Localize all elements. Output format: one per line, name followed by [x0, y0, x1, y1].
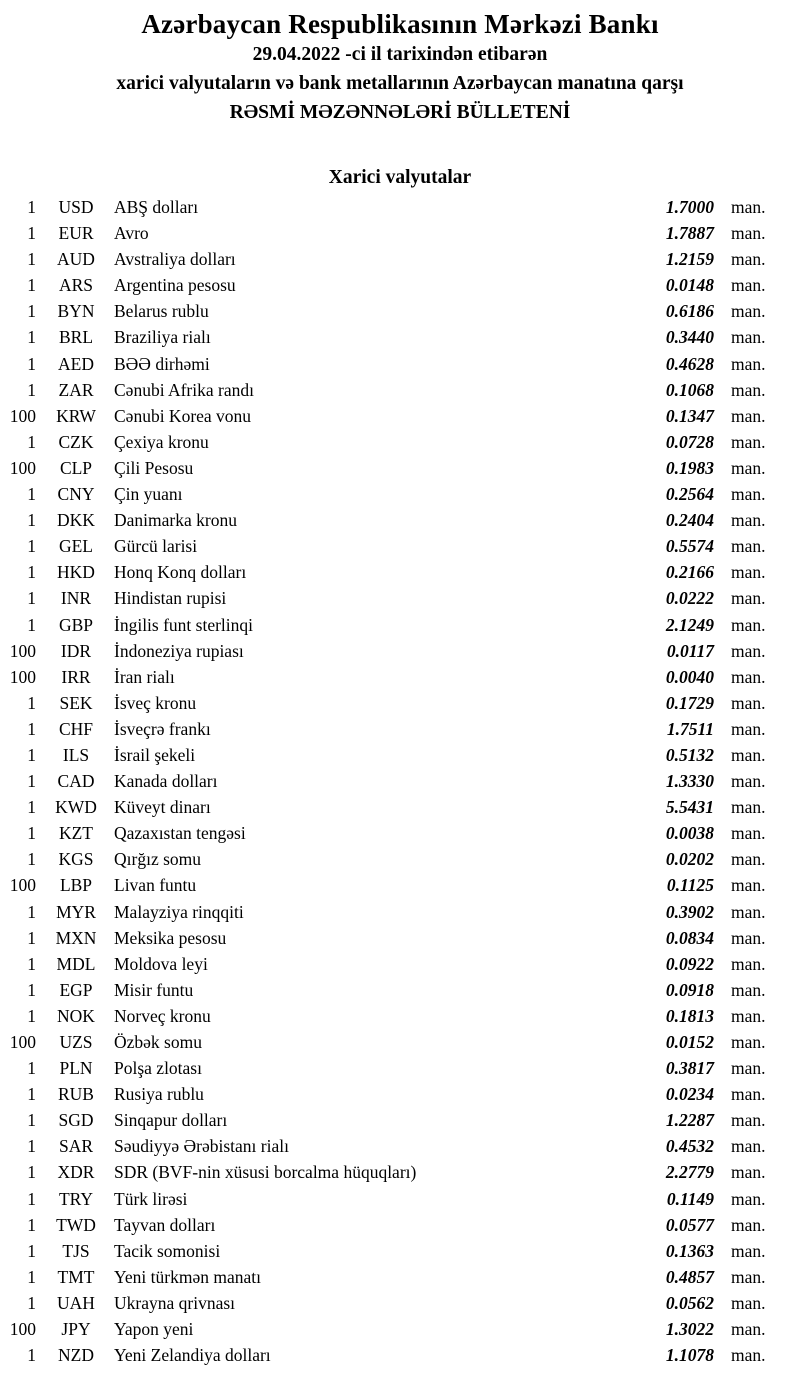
unit-label: man.	[731, 1032, 766, 1052]
currency-name: Küveyt dinarı	[114, 797, 211, 818]
currency-name: Özbək somu	[114, 1032, 202, 1052]
rate-value: 1.7511	[666, 718, 714, 739]
unit-label: man.	[731, 353, 766, 374]
unit-label: man.	[731, 327, 766, 348]
bank-title: Azərbaycan Respublikasının Mərkəzi Bankı	[141, 9, 659, 39]
currency-code: TWD	[56, 1214, 96, 1235]
currency-code: CHF	[58, 718, 94, 739]
currency-name: Tayvan dolları	[114, 1214, 216, 1235]
unit-label: man.	[731, 718, 766, 739]
currency-name: Çexiya kronu	[114, 431, 209, 452]
rate-value: 1.7887	[665, 223, 714, 244]
currency-row	[0, 559, 800, 585]
currency-code: IDR	[60, 640, 92, 661]
quantity: 1	[27, 692, 36, 713]
unit-label: man.	[731, 1214, 766, 1235]
quantity: 1	[27, 1240, 36, 1261]
currency-row	[0, 1107, 800, 1133]
currency-code: PLN	[59, 1058, 93, 1079]
rate-value: 0.1813	[665, 1005, 714, 1026]
quantity: 1	[27, 1162, 36, 1183]
currency-name: Gürcü larisi	[114, 536, 198, 557]
currency-code: BYN	[57, 301, 95, 322]
currency-code: UAH	[57, 1292, 95, 1313]
currency-row	[0, 872, 800, 898]
currency-row	[0, 1212, 800, 1238]
currency-row	[0, 690, 800, 716]
unit-label: man.	[731, 744, 766, 765]
rate-value: 0.5574	[665, 536, 714, 557]
currency-row	[0, 507, 800, 533]
unit-label: man.	[731, 823, 766, 844]
unit-label: man.	[731, 771, 766, 792]
currency-name: SDR (BVF-nin xüsusi borcalma hüquqları)	[114, 1162, 417, 1183]
currency-name: Argentina pesosu	[114, 275, 236, 296]
rate-value: 0.2564	[665, 484, 714, 505]
rate-value: 0.1729	[665, 692, 714, 713]
unit-label: man.	[731, 1319, 766, 1340]
unit-label: man.	[731, 1345, 766, 1366]
unit-label: man.	[731, 249, 766, 270]
unit-label: man.	[731, 197, 766, 217]
unit-label: man.	[731, 1266, 766, 1287]
currency-name: Misir funtu	[114, 979, 194, 1000]
currency-name: İngilis funt sterlinqi	[114, 614, 254, 635]
currency-row	[0, 533, 800, 559]
quantity: 1	[27, 1214, 36, 1235]
rate-value: 0.0577	[665, 1214, 714, 1235]
currency-name: Çili Pesosu	[114, 457, 194, 478]
currency-row	[0, 1316, 800, 1342]
quantity: 1	[27, 901, 36, 922]
quantity: 1	[27, 849, 36, 870]
rate-value: 0.3902	[665, 901, 714, 922]
unit-label: man.	[731, 223, 766, 244]
quantity: 1	[27, 1266, 36, 1287]
currency-code: JPY	[61, 1319, 91, 1340]
currency-code: XDR	[57, 1162, 95, 1183]
quantity: 1	[27, 301, 36, 322]
quantity: 1	[27, 927, 36, 948]
quantity: 1	[27, 562, 36, 583]
currency-name: İsveç kronu	[114, 692, 197, 713]
currency-row	[0, 1055, 800, 1081]
currency-row	[0, 246, 800, 272]
rate-value: 0.0918	[665, 979, 714, 1000]
currency-code: SGD	[58, 1110, 94, 1131]
currency-code: AUD	[57, 249, 95, 270]
currency-row	[0, 899, 800, 925]
unit-label: man.	[731, 1188, 766, 1209]
currency-code: ARS	[58, 275, 94, 296]
currency-code: USD	[58, 197, 94, 217]
unit-label: man.	[731, 484, 766, 505]
currency-code: TRY	[58, 1188, 94, 1209]
quantity: 1	[27, 510, 36, 531]
currency-row	[0, 716, 800, 742]
currency-code: KZT	[58, 823, 94, 844]
rate-value: 0.0728	[665, 431, 714, 452]
currency-row	[0, 794, 800, 820]
rate-value: 0.4857	[665, 1266, 714, 1287]
quantity: 1	[27, 275, 36, 296]
quantity: 1	[27, 588, 36, 609]
rate-value: 0.5132	[665, 744, 714, 765]
currency-code: GEL	[58, 536, 94, 557]
unit-label: man.	[731, 562, 766, 583]
unit-label: man.	[731, 1240, 766, 1261]
currency-name: Qazaxıstan tengəsi	[114, 823, 246, 844]
unit-label: man.	[731, 692, 766, 713]
currency-name: Avstraliya dolları	[114, 249, 236, 270]
currency-name: Polşa zlotası	[114, 1058, 202, 1079]
currency-name: Türk lirəsi	[114, 1188, 188, 1209]
quantity: 1	[27, 249, 36, 270]
rate-value: 0.0040	[665, 666, 714, 687]
quantity: 1	[27, 744, 36, 765]
exchange-rates-table	[0, 194, 800, 1368]
unit-label: man.	[731, 588, 766, 609]
quantity: 1	[27, 327, 36, 348]
currency-row	[0, 481, 800, 507]
quantity: 1	[27, 823, 36, 844]
rate-value: 0.4532	[665, 1136, 714, 1157]
currency-code: CZK	[58, 431, 94, 452]
currency-code: TMT	[57, 1266, 95, 1287]
unit-label: man.	[731, 797, 766, 818]
quantity: 1	[27, 1005, 36, 1026]
currency-row	[0, 977, 800, 1003]
quantity: 1	[27, 536, 36, 557]
unit-label: man.	[731, 457, 766, 478]
currency-row	[0, 272, 800, 298]
unit-label: man.	[731, 979, 766, 1000]
currency-row	[0, 925, 800, 951]
currency-row	[0, 820, 800, 846]
currency-code: CNY	[57, 484, 95, 505]
quantity: 100	[9, 1032, 36, 1052]
currency-name: Çin yuanı	[114, 484, 183, 505]
scope-line: xarici valyutaların və bank metallarının Azərbaycan manatına qarşı	[116, 73, 684, 94]
currency-row	[0, 1264, 800, 1290]
currency-code: CLP	[59, 457, 93, 478]
currency-row	[0, 1342, 800, 1368]
rate-value: 1.7000	[665, 197, 714, 217]
currency-name: Qırğız somu	[114, 849, 202, 870]
currency-name: Honq Konq dolları	[114, 562, 247, 583]
currency-code: MYR	[56, 901, 96, 922]
currency-code: ILS	[62, 744, 90, 765]
unit-label: man.	[731, 875, 766, 896]
currency-code: MDL	[56, 953, 96, 974]
currency-row	[0, 1159, 800, 1185]
currency-name: İsrail şekeli	[114, 744, 196, 765]
rate-value: 0.4628	[665, 353, 714, 374]
currency-code: BRL	[58, 327, 94, 348]
quantity: 1	[27, 431, 36, 452]
currency-code: RUB	[58, 1084, 94, 1105]
rate-value: 0.2404	[665, 510, 714, 531]
rate-value: 0.3440	[665, 327, 714, 348]
currency-name: Belarus rublu	[114, 301, 209, 322]
quantity: 1	[27, 718, 36, 739]
unit-label: man.	[731, 510, 766, 531]
currency-code: KGS	[58, 849, 94, 870]
rate-value: 2.2779	[665, 1162, 714, 1183]
unit-label: man.	[731, 640, 766, 661]
currency-row	[0, 220, 800, 246]
rate-value: 0.1125	[666, 875, 714, 896]
currency-row	[0, 324, 800, 350]
quantity: 1	[27, 1058, 36, 1079]
quantity: 100	[9, 405, 36, 426]
currency-row	[0, 768, 800, 794]
currency-code: KWD	[55, 797, 97, 818]
rate-value: 1.2159	[665, 249, 714, 270]
quantity: 1	[27, 197, 36, 217]
quantity: 1	[27, 223, 36, 244]
rate-value: 1.2287	[665, 1110, 714, 1131]
currency-name: Səudiyyə Ərəbistanı rialı	[114, 1136, 289, 1157]
currency-code: SEK	[59, 692, 93, 713]
currency-row	[0, 1186, 800, 1212]
quantity: 100	[9, 457, 36, 478]
rate-value: 0.0148	[665, 275, 714, 296]
currency-code: NZD	[58, 1345, 94, 1366]
currency-name: Moldova leyi	[114, 953, 208, 974]
currency-code: SAR	[58, 1136, 94, 1157]
currency-row	[0, 1029, 800, 1055]
currency-code: IRR	[61, 666, 91, 687]
quantity: 1	[27, 1084, 36, 1105]
currency-code: KRW	[56, 405, 96, 426]
quantity: 1	[27, 1136, 36, 1157]
unit-label: man.	[731, 379, 766, 400]
currency-name: Tacik somonisi	[114, 1240, 221, 1261]
unit-label: man.	[731, 536, 766, 557]
currency-name: Malayziya rinqqiti	[114, 901, 244, 922]
quantity: 1	[27, 1188, 36, 1209]
currency-code: LBP	[59, 875, 93, 896]
unit-label: man.	[731, 301, 766, 322]
quantity: 1	[27, 979, 36, 1000]
currency-code: MXN	[55, 927, 97, 948]
unit-label: man.	[731, 1292, 766, 1313]
currency-code: DKK	[57, 510, 95, 531]
currency-code: EUR	[58, 223, 94, 244]
currency-row	[0, 638, 800, 664]
quantity: 100	[9, 640, 36, 661]
rate-value: 2.1249	[665, 614, 714, 635]
rate-value: 0.1347	[665, 405, 714, 426]
currency-name: BƏƏ dirhəmi	[114, 353, 210, 374]
currency-name: Rusiya rublu	[114, 1084, 204, 1105]
currency-row	[0, 403, 800, 429]
currency-code: TJS	[62, 1240, 90, 1261]
currency-row	[0, 377, 800, 403]
currency-row	[0, 664, 800, 690]
rate-value: 5.5431	[665, 797, 714, 818]
currency-name: ABŞ dolları	[114, 197, 199, 217]
unit-label: man.	[731, 275, 766, 296]
rate-value: 1.3330	[665, 771, 714, 792]
quantity: 1	[27, 379, 36, 400]
quantity: 1	[27, 353, 36, 374]
unit-label: man.	[731, 901, 766, 922]
rate-value: 0.0038	[665, 823, 714, 844]
unit-label: man.	[731, 1110, 766, 1131]
rate-value: 0.0922	[665, 953, 714, 974]
currency-name: Meksika pesosu	[114, 927, 227, 948]
currency-code: INR	[60, 588, 92, 609]
currency-name: Yeni türkmən manatı	[114, 1266, 261, 1287]
rate-value: 0.0117	[666, 640, 714, 661]
unit-label: man.	[731, 1005, 766, 1026]
rate-value: 0.6186	[665, 301, 714, 322]
currency-row	[0, 1081, 800, 1107]
unit-label: man.	[731, 1058, 766, 1079]
unit-label: man.	[731, 614, 766, 635]
rate-value: 0.2166	[665, 562, 714, 583]
currency-name: Kanada dolları	[114, 771, 218, 792]
unit-label: man.	[731, 1084, 766, 1105]
currency-row	[0, 846, 800, 872]
unit-label: man.	[731, 1136, 766, 1157]
currency-row	[0, 351, 800, 377]
currency-code: NOK	[57, 1005, 95, 1026]
rate-value: 0.1983	[665, 457, 714, 478]
currency-code: CAD	[57, 771, 95, 792]
document-header	[0, 0, 800, 127]
bulletin-title: RƏSMİ MƏZƏNNƏLƏRİ BÜLLETENİ	[229, 102, 571, 123]
currency-row	[0, 742, 800, 768]
rate-value: 0.0152	[665, 1032, 714, 1052]
quantity: 1	[27, 797, 36, 818]
rate-value: 0.0562	[665, 1292, 714, 1313]
currency-row	[0, 429, 800, 455]
rate-value: 0.0222	[665, 588, 714, 609]
rate-value: 1.1078	[665, 1345, 714, 1366]
currency-row	[0, 1003, 800, 1029]
currency-name: Yeni Zelandiya dolları	[114, 1345, 271, 1366]
currency-code: EGP	[59, 979, 93, 1000]
currency-name: Braziliya rialı	[114, 327, 211, 348]
currency-code: UZS	[59, 1032, 93, 1052]
currency-row	[0, 194, 800, 220]
quantity: 1	[27, 614, 36, 635]
currency-name: Yapon yeni	[114, 1319, 194, 1340]
currency-name: İsveçrə frankı	[114, 718, 211, 739]
currency-code: ZAR	[58, 379, 94, 400]
quantity: 100	[9, 1319, 36, 1340]
currency-name: Sinqapur dolları	[114, 1110, 228, 1131]
currency-name: İran rialı	[114, 666, 175, 687]
currency-name: Ukrayna qrivnası	[114, 1292, 236, 1313]
unit-label: man.	[731, 927, 766, 948]
currency-code: HKD	[57, 562, 95, 583]
currency-code: GBP	[58, 614, 94, 635]
currency-name: Livan funtu	[114, 875, 197, 896]
currency-name: Hindistan rupisi	[114, 588, 227, 609]
quantity: 100	[9, 875, 36, 896]
currency-row	[0, 1133, 800, 1159]
rate-value: 0.0202	[665, 849, 714, 870]
effective-date-line: 29.04.2022 -ci il tarixindən etibarən	[252, 44, 548, 65]
currency-name: Avro	[114, 223, 149, 244]
currency-name: İndoneziya rupiası	[114, 640, 244, 661]
unit-label: man.	[731, 405, 766, 426]
currency-row	[0, 455, 800, 481]
currency-name: Danimarka kronu	[114, 510, 237, 531]
section-title-foreign-currencies: Xarici valyutalar	[328, 167, 472, 188]
currency-row	[0, 298, 800, 324]
quantity: 1	[27, 953, 36, 974]
rate-value: 0.0834	[665, 927, 714, 948]
quantity: 1	[27, 484, 36, 505]
unit-label: man.	[731, 666, 766, 687]
rate-value: 0.1068	[665, 379, 714, 400]
rate-value: 1.3022	[665, 1319, 714, 1340]
currency-row	[0, 585, 800, 611]
quantity: 1	[27, 1292, 36, 1313]
rate-value: 0.3817	[665, 1058, 714, 1079]
unit-label: man.	[731, 1162, 766, 1183]
quantity: 1	[27, 1110, 36, 1131]
rate-value: 0.1363	[665, 1240, 714, 1261]
quantity: 1	[27, 771, 36, 792]
quantity: 1	[27, 1345, 36, 1366]
currency-row	[0, 1238, 800, 1264]
rate-value: 0.0234	[665, 1084, 714, 1105]
currency-name: Cənubi Afrika randı	[114, 379, 254, 400]
currency-name: Norveç kronu	[114, 1005, 211, 1026]
unit-label: man.	[731, 953, 766, 974]
unit-label: man.	[731, 849, 766, 870]
currency-name: Cənubi Korea vonu	[114, 405, 252, 426]
currency-row	[0, 951, 800, 977]
quantity: 100	[9, 666, 36, 687]
unit-label: man.	[731, 431, 766, 452]
rate-value: 0.1149	[666, 1188, 714, 1209]
currency-row	[0, 612, 800, 638]
currency-code: AED	[58, 353, 94, 374]
currency-row	[0, 1290, 800, 1316]
